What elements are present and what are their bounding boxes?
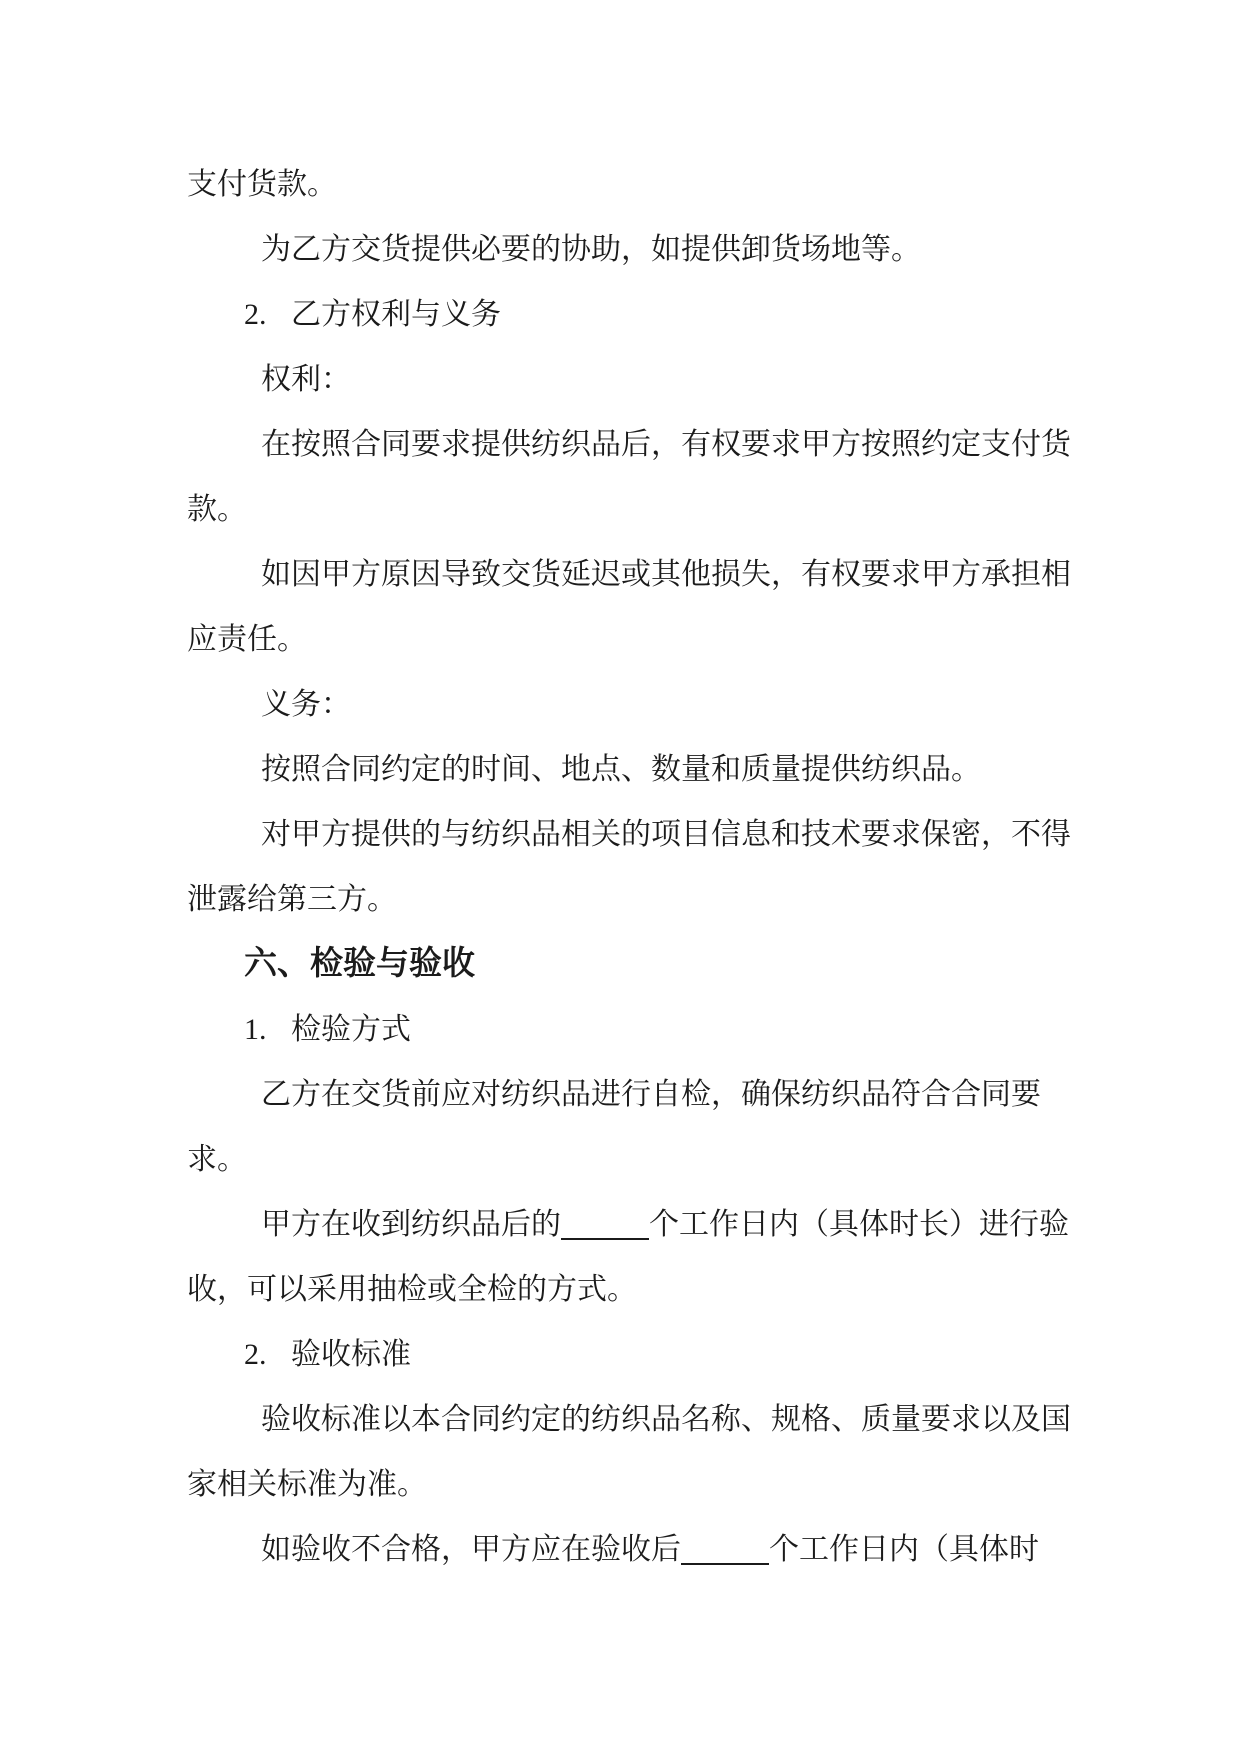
text-segment: 泄露给第三方。 bbox=[187, 883, 397, 916]
list-number: 2. bbox=[244, 1338, 267, 1371]
text-line bbox=[187, 347, 1077, 412]
text-line bbox=[187, 607, 1077, 672]
text-segment: 个工作日内（具体时长）进行验 bbox=[649, 1208, 1069, 1241]
text-segment: 权利： bbox=[261, 363, 351, 396]
text-segment: 应责任。 bbox=[187, 623, 307, 656]
text-line bbox=[187, 672, 1077, 737]
text-line bbox=[187, 867, 1077, 932]
text-segment: 为乙方交货提供必要的协助，如提供卸货场地等。 bbox=[261, 233, 921, 266]
text-line bbox=[187, 1192, 1077, 1257]
text-line bbox=[187, 1127, 1077, 1192]
text-segment: 验收标准以本合同约定的纺织品名称、规格、质量要求以及国 bbox=[261, 1403, 1071, 1436]
text-line bbox=[187, 802, 1077, 867]
text-segment: 乙方在交货前应对纺织品进行自检，确保纺织品符合合同要 bbox=[261, 1078, 1041, 1111]
text-segment: 甲方在收到纺织品后的 bbox=[261, 1208, 561, 1241]
text-line bbox=[187, 1322, 1077, 1387]
text-segment: 收，可以采用抽检或全检的方式。 bbox=[187, 1273, 637, 1306]
text-line bbox=[187, 282, 1077, 347]
text-segment: 款。 bbox=[187, 493, 247, 526]
text-segment: 对甲方提供的与纺织品相关的项目信息和技术要求保密，不得 bbox=[261, 818, 1071, 851]
list-number: 1. bbox=[244, 1013, 267, 1046]
text-segment: 如验收不合格，甲方应在验收后 bbox=[261, 1533, 681, 1566]
text-line bbox=[187, 217, 1077, 282]
text-segment: 验收标准 bbox=[291, 1338, 411, 1371]
text-line bbox=[187, 997, 1077, 1062]
fill-in-blank-line bbox=[561, 1237, 649, 1240]
section-heading bbox=[187, 932, 1077, 997]
text-line bbox=[187, 542, 1077, 607]
text-segment: 六、检验与验收 bbox=[244, 946, 475, 982]
text-segment: 乙方权利与义务 bbox=[291, 298, 501, 331]
text-segment: 如因甲方原因导致交货延迟或其他损失，有权要求甲方承担相 bbox=[261, 558, 1071, 591]
text-line bbox=[187, 1257, 1077, 1322]
list-number: 2. bbox=[244, 298, 267, 331]
text-line bbox=[187, 737, 1077, 802]
text-segment: 家相关标准为准。 bbox=[187, 1468, 427, 1501]
text-segment: 在按照合同要求提供纺织品后，有权要求甲方按照约定支付货 bbox=[261, 428, 1071, 461]
document-body-text bbox=[187, 152, 1077, 1582]
text-segment: 支付货款。 bbox=[187, 168, 337, 201]
text-line bbox=[187, 1062, 1077, 1127]
text-line bbox=[187, 477, 1077, 542]
text-segment: 义务： bbox=[261, 688, 351, 721]
fill-in-blank-line bbox=[681, 1562, 769, 1565]
text-segment: 个工作日内（具体时 bbox=[769, 1533, 1039, 1566]
text-line bbox=[187, 152, 1077, 217]
text-segment: 求。 bbox=[187, 1143, 247, 1176]
text-line bbox=[187, 1387, 1077, 1452]
text-line bbox=[187, 1517, 1077, 1582]
text-segment: 按照合同约定的时间、地点、数量和质量提供纺织品。 bbox=[261, 753, 981, 786]
text-segment: 检验方式 bbox=[291, 1013, 411, 1046]
text-line bbox=[187, 412, 1077, 477]
text-line bbox=[187, 1452, 1077, 1517]
